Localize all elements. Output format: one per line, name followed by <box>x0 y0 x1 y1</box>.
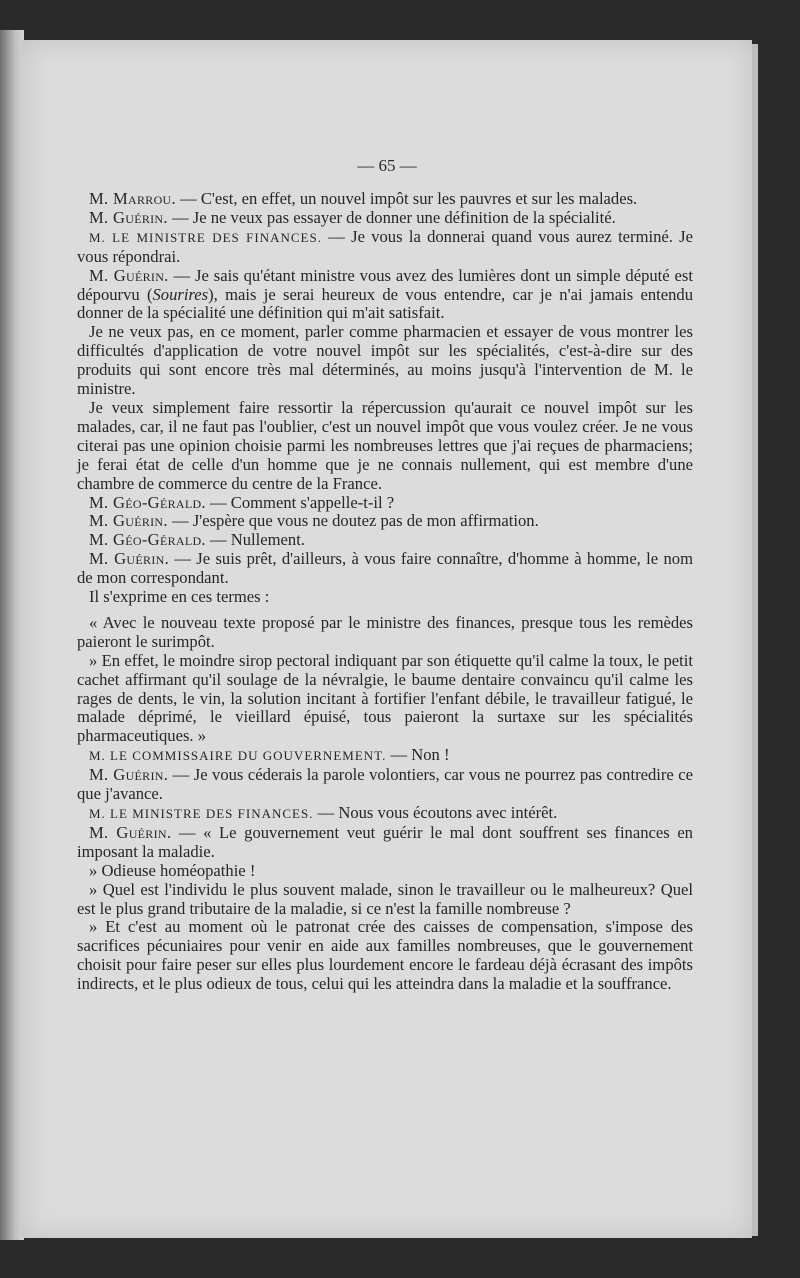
paragraph <box>77 323 693 399</box>
paragraph-text: « Avec le nouveau texte proposé par le ministre des finances, presque tous les remèdes paieront le surimpôt. <box>77 612 693 651</box>
paragraph <box>77 228 693 267</box>
paragraph-text: » Et c'est au moment où le patronat crée des caisses de compensation, s'impose des sacrifices pécuniaires pour venir en aide aux familles nombreuses, que le gouvernement choisit pour faire peser sur elles plus lourdement encore le fardeau déjà écrasant des impôts indirects, et le plus odieux de tous, celui qui les atteindra dans la maladie et la souffrance. <box>77 917 693 994</box>
paragraph-text: — C'est, en effet, un nouvel impôt sur les pauvres et sur les malades. <box>175 189 638 208</box>
paragraph-text: » Odieuse homéopathie ! <box>89 860 256 880</box>
paragraph <box>77 588 693 607</box>
speaker-name: M. Guérin. <box>89 822 172 842</box>
paragraph <box>77 746 693 766</box>
paragraph-text: » Quel est l'individu le plus souvent malade, sinon le travailleur ou le malheureux? Quel est le plus grand tributaire de la maladie, si ce n'est la famille nombreuse ? <box>77 879 693 918</box>
paragraph-text: — Je sais qu'étant ministre vous avez des lumières dont un simple député est dépourvu (Sourires), mais je serai heureux de vous entendre, car je n'ai jamais entendu donner de la spécialité une définition qui m'ait satisfait. <box>77 265 693 323</box>
speaker-name: M. Guérin. <box>89 549 170 569</box>
paragraph-text: » En effet, le moindre sirop pectoral indiquant par son étiquette qu'il calme la toux, le petit cachet affirmant qu'il soulage de la névralgie, le baume dentaire convaincu qu'il calme les rages de dents, le vin, la solution incitant à fortifier l'enfant débile, le travailleur fatigué, le malade déprimé, le vieillard épuisé, tous paieront la surtaxe sur les spécialités pharmaceutiques. » <box>77 650 693 746</box>
stage-direction: Sourires <box>152 284 209 304</box>
speaker-name: M. Guérin. <box>89 765 169 785</box>
quotation-paragraph <box>77 652 693 747</box>
speaker-name: M. Géo-Gérald. <box>89 492 206 512</box>
speaker-name: M. LE MINISTRE DES FINANCES. <box>89 229 322 245</box>
speaker-name: M. Géo-Gérald. <box>89 530 206 550</box>
paragraph <box>77 190 693 209</box>
book-page <box>22 40 752 1238</box>
speaker-name: M. LE MINISTRE DES FINANCES. <box>89 806 314 821</box>
paragraph-text: Il s'exprime en ces termes : <box>89 587 270 607</box>
paragraph <box>77 267 693 324</box>
page-body <box>77 190 693 994</box>
paragraph-text: — Je vous la donnerai quand vous aurez terminé. Je vous répondrai. <box>77 226 693 266</box>
paragraph-text: — « Le gouvernement veut guérir le mal dont souffrent ses finances en imposant la maladie. <box>77 822 693 861</box>
paragraph <box>77 531 693 550</box>
paragraph-text: — Je vous céderais la parole volontiers, car vous ne pourrez pas contredire ce que j'avance. <box>77 765 693 804</box>
paragraph <box>77 804 693 824</box>
paragraph-text: — Je suis prêt, d'ailleurs, à vous faire connaître, d'homme à homme, le nom de mon correspondant. <box>77 549 693 588</box>
paragraph-text: Je ne veux pas, en ce moment, parler comme pharmacien et essayer de vous montrer les difficultés d'application de votre nouvel impôt sur les spécialités, c'est-à-dire sur des produits qui sont encore très mal déterminés, au moins jusqu'à l'intervention de M. le ministre. <box>77 322 693 399</box>
paragraph-text: — Je ne veux pas essayer de donner une définition de la spécialité. <box>167 207 616 227</box>
speaker-name: M. LE COMMISSAIRE DU GOUVERNEMENT. <box>89 748 387 764</box>
paragraph-text: — J'espère que vous ne doutez pas de mon affirmation. <box>167 511 539 531</box>
paragraph <box>77 824 693 862</box>
paragraph-text: Je veux simplement faire ressortir la répercussion qu'aurait ce nouvel impôt sur les malades, car, il ne faut pas l'oublier, c'est un nouvel impôt que vous voulez créer. Je ne vous citerai pas une opinion choisie parmi les nombreuses lettres que j'ai reçues de pharmaciens; je ferai état de celle d'un homme que je ne connais nullement, qui est membre d'une chambre de commerce du centre de la France. <box>77 397 693 493</box>
speaker-name: M. Marrou. <box>89 189 176 208</box>
paragraph <box>77 209 693 228</box>
paragraph-text: — Nous vous écoutons avec intérêt. <box>313 803 558 822</box>
paragraph-text: — Non ! <box>386 745 450 765</box>
quotation-paragraph <box>77 881 693 919</box>
speaker-name: M. Guérin. <box>89 207 168 227</box>
paragraph <box>77 766 693 804</box>
quotation-paragraph <box>77 918 693 994</box>
paragraph <box>77 494 693 513</box>
page-number: — 65 — <box>357 156 417 175</box>
paragraph <box>77 512 693 531</box>
paragraph-text: — Nullement. <box>205 530 305 550</box>
quotation-paragraph <box>77 862 693 881</box>
speaker-name: M. Guérin. <box>89 265 169 285</box>
paragraph <box>77 399 693 494</box>
facing-page-edge <box>0 30 24 1240</box>
quotation-paragraph <box>77 614 693 652</box>
paragraph-text: — Comment s'appelle-t-il ? <box>205 492 395 512</box>
speaker-name: M. Guérin. <box>89 511 168 531</box>
paragraph <box>77 550 693 588</box>
